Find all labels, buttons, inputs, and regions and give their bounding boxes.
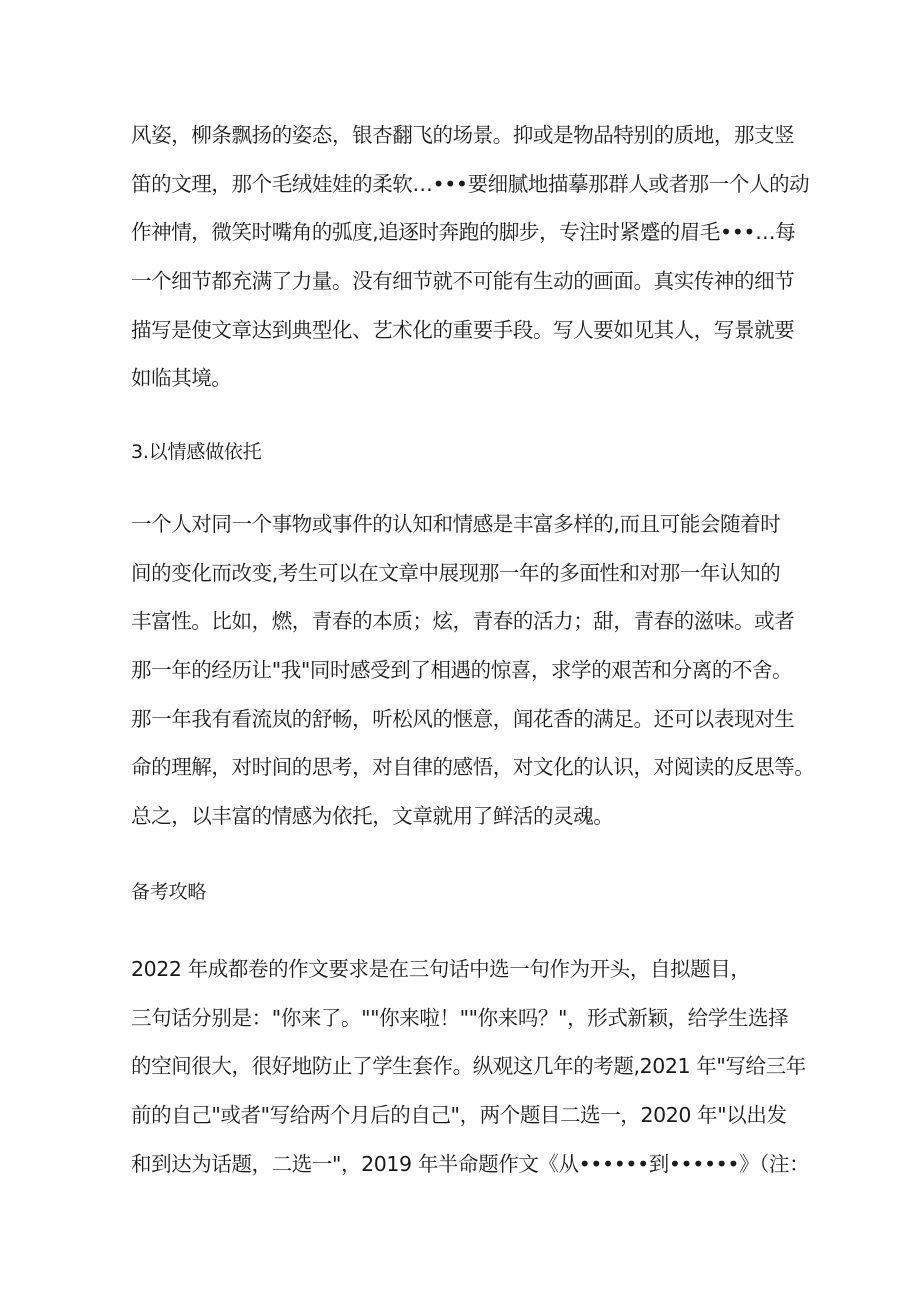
- paragraph-line: 间的变化而改变,考生可以在文章中展现那一年的多面性和对那一年认知的: [131, 560, 781, 585]
- paragraph-line: 一个人对同一个事物或事件的认知和情感是丰富多样的,而且可能会随着时: [131, 512, 781, 536]
- paragraph-line: 2022 年成都卷的作文要求是在三句话中选一句作为开头，自拟题目，: [131, 957, 751, 981]
- paragraph-line: 前的自己"或者"写给两个月后的自己"，两个题目二选一，2020 年"以出发: [131, 1103, 787, 1128]
- paragraph-line: 丰富性。比如，燃，青春的本质；炫，青春的活力；甜，青春的滋味。或者: [131, 609, 795, 634]
- paragraph-line: 一个细节都充满了力量。没有细节就不可能有生动的画面。真实传神的细节: [131, 269, 795, 294]
- paragraph-emotion: [131, 500, 815, 841]
- paragraph-line: 三句话分别是："你来了。""你来啦！""你来吗？"，形式新颖，给学生选择: [131, 1005, 789, 1030]
- section-heading-exam-strategy: [131, 868, 811, 917]
- paragraph-line: 总之，以丰富的情感为依托，文章就用了鲜活的灵魂。: [131, 804, 614, 829]
- paragraph-line: 风姿，柳条飘扬的姿态，银杏翻飞的场景。抑或是物品特别的质地，那支竖: [131, 123, 795, 147]
- paragraph-line: 如临其境。: [131, 366, 232, 391]
- paragraph-line: 那一年的经历让"我"同时感受到了相遇的惊喜，求学的艰苦和分离的不舍。: [131, 658, 793, 683]
- paragraph-line: 笛的文理，那个毛绒娃娃的柔软…•••要细腻地描摹那群人或者那一个人的动: [131, 171, 810, 196]
- paragraph-line: 和到达为话题，二选一"，2019 年半命题作文《从••••••到••••••》（注：: [131, 1151, 810, 1176]
- section-heading-emotion: [131, 428, 811, 477]
- paragraph-line: 命的理解，对时间的思考，对自律的感悟，对文化的认识，对阅读的反思等。: [131, 755, 815, 780]
- paragraph-exam-strategy: [131, 945, 811, 1188]
- paragraph-detail-description: [131, 111, 811, 403]
- paragraph-line: 的空间很大，很好地防止了学生套作。纵观这几年的考题,2021 年"写给三年: [131, 1054, 806, 1079]
- section-heading-text: 3.以情感做依托: [131, 441, 262, 463]
- paragraph-line: 作神情，微笑时嘴角的弧度,追逐时奔跑的脚步，专注时紧蹙的眉毛•••…每: [131, 220, 796, 245]
- section-heading-text: 备考攻略: [131, 881, 207, 903]
- paragraph-line: 描写是使文章达到典型化、艺术化的重要手段。写人要如见其人，写景就要: [131, 317, 795, 342]
- paragraph-line: 那一年我有看流岚的舒畅，听松风的惬意，闻花香的满足。还可以表现对生: [131, 706, 795, 731]
